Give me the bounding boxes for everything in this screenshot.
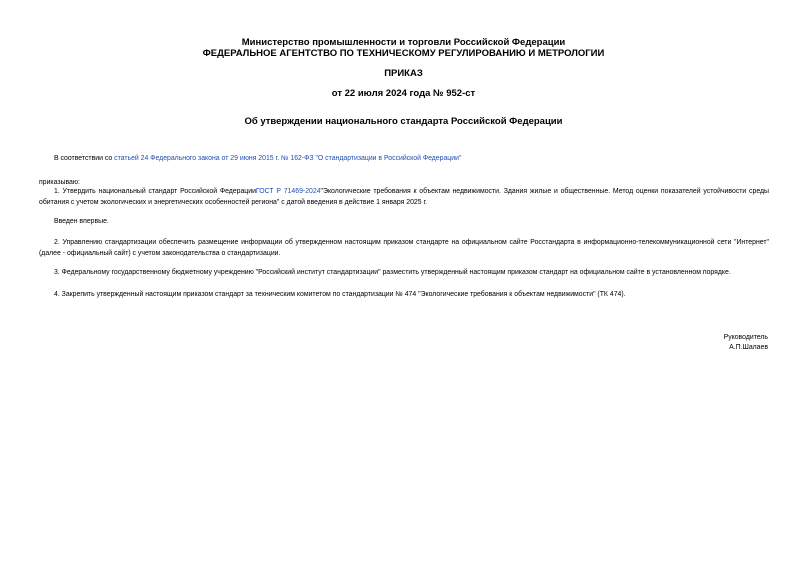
- item-1-paragraph: [39, 187, 769, 208]
- basis-prefix: В соответствии со: [54, 155, 115, 162]
- item-4-paragraph: 4. Закрепить утвержденный настоящим приказом стандарт за техническим комитетом по стандартизации № 474 "Экологические требования к объектам недвижимости" (ТК 474).: [54, 291, 626, 298]
- document-title: Об утверждении национального стандарта Российской Федерации: [244, 116, 563, 127]
- document-date-number: от 22 июля 2024 года № 952-ст: [331, 88, 476, 99]
- basis-paragraph: [39, 154, 769, 165]
- introduced-note: Введен впервые.: [54, 218, 109, 225]
- federal-law-link[interactable]: статьей 24 Федерального закона от 29 июня 2015 г. № 162-ФЗ "О стандартизации в Российской Федерации": [114, 155, 462, 162]
- item-1-suffix: "Экологические требования к объектам недвижимости. Здания жилые и общественные. Метод оценки показателей устойчивости среды обитания с учетом экологических и энергетических особенностей региона" с датой введения в действие 1 января 2025 г.: [39, 188, 769, 206]
- signatory-name: А.П.Шалаев: [729, 344, 768, 351]
- document-type: ПРИКАЗ: [384, 68, 423, 79]
- ministry-name: Министерство промышленности и торговли Российской Федерации: [241, 37, 566, 48]
- item-1-prefix: 1. Утвердить национальный стандарт Российской Федерации: [54, 188, 256, 195]
- item-2-paragraph: 2. Управлению стандартизации обеспечить размещение информации об утвержденном настоящим приказом стандарте на официальном сайте Росстандарта в информационно-телекоммуникационной сети "Интернет" (далее - официальный сайт) с учетом законодательства о стандартизации.: [39, 239, 769, 257]
- order-word: приказываю:: [39, 179, 80, 186]
- signatory-role: Руководитель: [723, 334, 768, 341]
- gost-standard-link[interactable]: ГОСТ Р 71469-2024: [255, 188, 321, 195]
- agency-name: ФЕДЕРАЛЬНОЕ АГЕНТСТВО ПО ТЕХНИЧЕСКОМУ РЕГУЛИРОВАНИЮ И МЕТРОЛОГИИ: [202, 48, 605, 59]
- item-3-paragraph: 3. Федеральному государственному бюджетному учреждению "Российский институт стандартизации" разместить утвержденный настоящим приказом стандарт на официальном сайте в установленном порядке.: [54, 269, 731, 276]
